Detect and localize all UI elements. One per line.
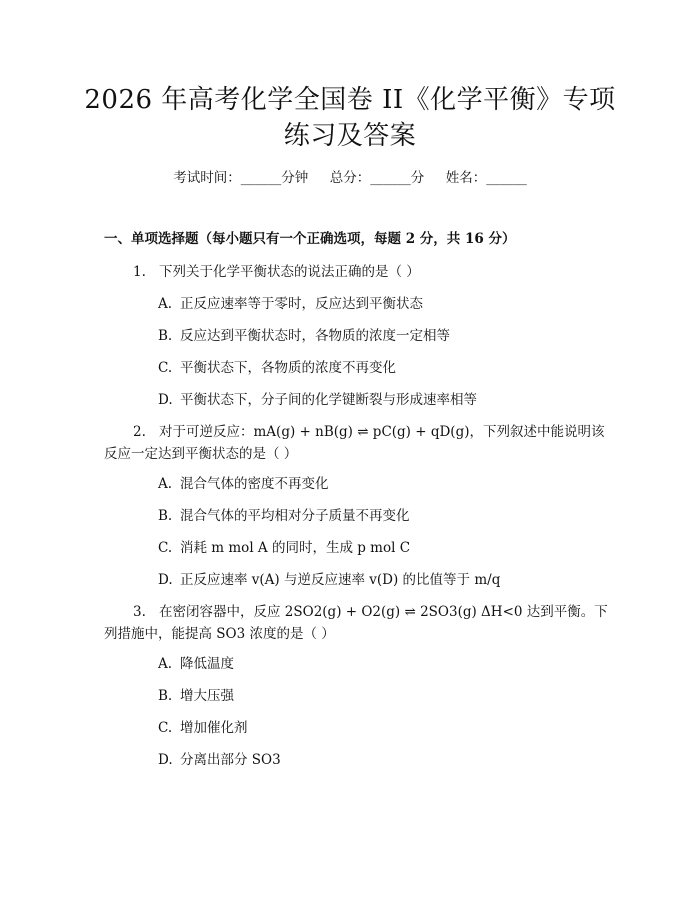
option-label: A. [158, 656, 173, 672]
question-number: 2. [133, 424, 146, 440]
option-label: B. [158, 688, 173, 704]
question-stem: 对于可逆反应：mA(g) + nB(g) ⇌ pC(g) + qD(g)，下列叙述中能说明该 [159, 424, 605, 440]
question-stem: 下列关于化学平衡状态的说法正确的是（ ） [159, 264, 420, 280]
option-text: 消耗 m mol A 的同时，生成 p mol C [180, 540, 411, 556]
option-2a [158, 474, 329, 494]
option-1b [158, 326, 450, 346]
question-3-continuation: 列措施中，能提高 SO3 浓度的是（ ） [104, 626, 335, 642]
option-1a [158, 294, 423, 314]
question-1 [133, 262, 420, 282]
option-text: 混合气体的平均相对分子质量不再变化 [180, 508, 410, 524]
question-stem: 在密闭容器中，反应 2SO2(g) + O2(g) ⇌ 2SO3(g) ΔH<0 达到平衡。下 [159, 604, 608, 620]
question-number: 3. [133, 604, 146, 620]
option-text: 反应达到平衡状态时，各物质的浓度一定相等 [180, 328, 450, 344]
option-3c [158, 718, 248, 738]
option-label: A. [158, 476, 173, 492]
option-2c [158, 538, 410, 558]
option-label: D. [158, 572, 173, 588]
option-label: A. [158, 296, 173, 312]
option-text: 混合气体的密度不再变化 [180, 476, 329, 492]
section-heading: 一、单项选择题（每小题只有一个正确选项，每题 2 分，共 16 分） [104, 231, 516, 247]
option-1c [158, 358, 396, 378]
question-2 [133, 422, 605, 442]
page-title-line1: 2026 年高考化学全国卷 II《化学平衡》专项 [84, 85, 616, 115]
question-2-continuation: 反应一定达到平衡状态的是（ ） [104, 446, 298, 462]
option-label: C. [158, 720, 173, 736]
option-3a [158, 654, 234, 674]
option-1d [158, 390, 477, 410]
option-2b [158, 506, 410, 526]
option-3b [158, 686, 234, 706]
option-label: C. [158, 360, 173, 376]
option-text: 分离出部分 SO3 [180, 752, 281, 768]
option-text: 平衡状态下，分子间的化学键断裂与形成速率相等 [180, 392, 477, 408]
option-text: 降低温度 [180, 656, 234, 672]
exam-meta-line: 考试时间：______分钟 总分：______分 姓名：______ [173, 170, 527, 186]
option-text: 增大压强 [180, 688, 234, 704]
option-text: 正反应速率 v(A) 与逆反应速率 v(D) 的比值等于 m/q [180, 572, 501, 588]
option-text: 平衡状态下，各物质的浓度不再变化 [180, 360, 396, 376]
option-2d [158, 570, 500, 590]
option-label: C. [158, 540, 173, 556]
option-text: 增加催化剂 [180, 720, 248, 736]
option-label: D. [158, 392, 173, 408]
option-label: B. [158, 508, 173, 524]
question-number: 1. [133, 264, 146, 280]
option-text: 正反应速率等于零时，反应达到平衡状态 [180, 296, 423, 312]
option-3d [158, 750, 281, 770]
option-label: B. [158, 328, 173, 344]
page-title-line2: 练习及答案 [283, 121, 417, 151]
question-3 [133, 602, 608, 622]
option-label: D. [158, 752, 173, 768]
